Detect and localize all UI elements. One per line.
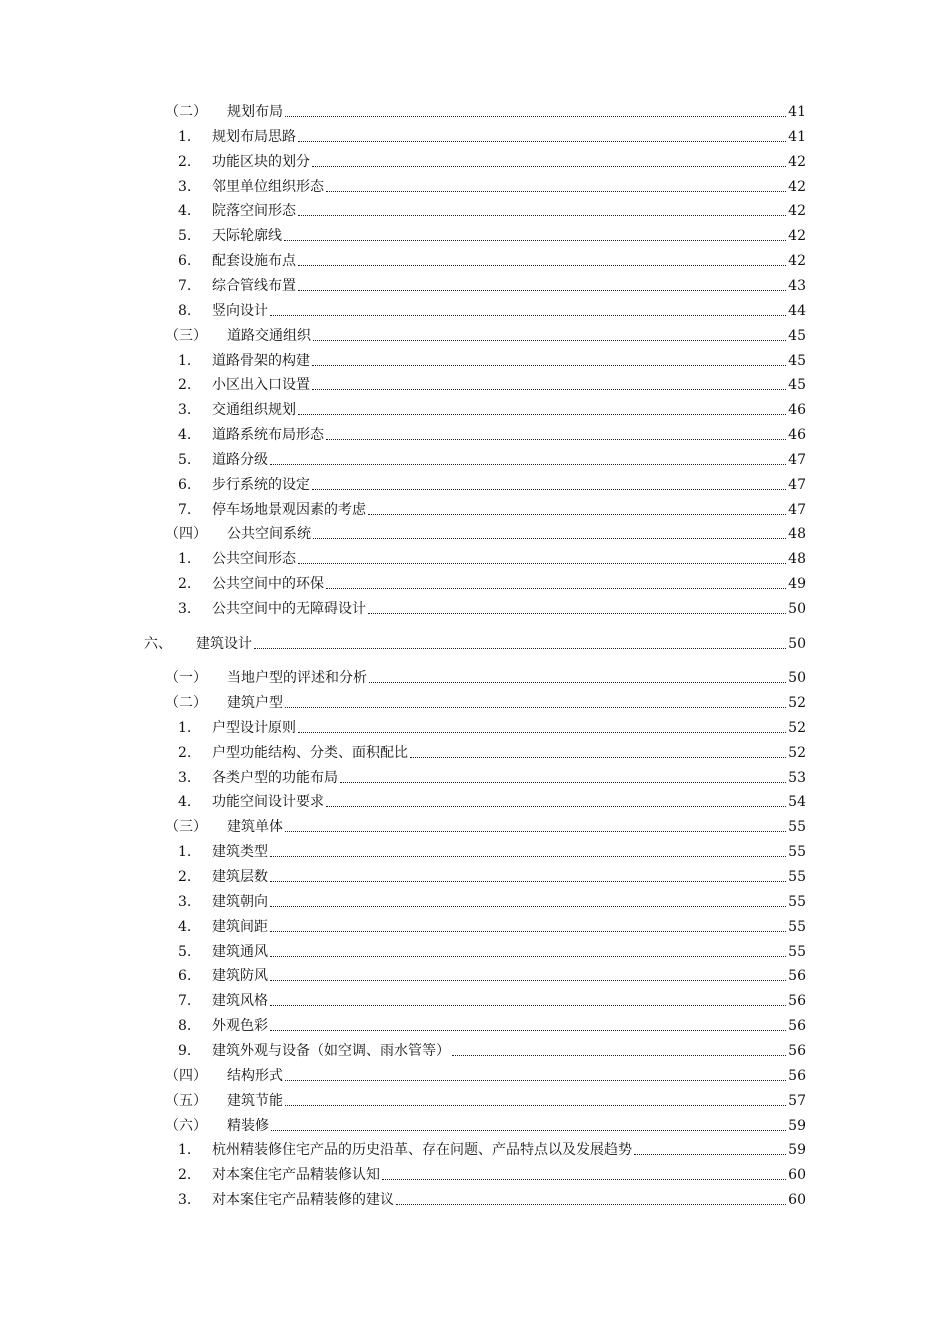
toc-entry-number: 7. xyxy=(178,502,192,518)
dot-leader xyxy=(313,339,786,341)
toc-entry-title: 道路分级 xyxy=(212,452,268,468)
toc-item[interactable] xyxy=(178,1187,806,1209)
toc-entry-title: 综合管线布置 xyxy=(212,278,296,294)
toc-entry-number: 8. xyxy=(178,1018,192,1034)
dot-leader xyxy=(284,239,786,241)
toc-entry-page: 55 xyxy=(788,844,806,860)
toc-entry-page: 56 xyxy=(788,1043,806,1059)
toc-item[interactable] xyxy=(178,740,806,762)
toc-entry-title: 建筑风格 xyxy=(212,993,268,1009)
toc-section[interactable] xyxy=(165,1063,806,1085)
toc-entry-page: 47 xyxy=(788,452,806,468)
toc-entry-number: 3. xyxy=(178,601,192,617)
toc-entry-title: 配套设施布点 xyxy=(212,253,296,269)
toc-entry-page: 42 xyxy=(788,203,806,219)
toc-entry-number: 1. xyxy=(178,353,192,369)
toc-item[interactable] xyxy=(178,988,806,1010)
toc-item[interactable] xyxy=(178,571,806,593)
toc-entry-number: （二） xyxy=(165,695,207,711)
toc-entry-page: 46 xyxy=(788,427,806,443)
toc-entry-title: 建筑朝向 xyxy=(212,894,268,910)
toc-entry-title: 小区出入口设置 xyxy=(212,377,310,393)
toc-item[interactable] xyxy=(178,789,806,811)
toc-entry-page: 52 xyxy=(788,695,806,711)
dot-leader xyxy=(298,289,786,291)
toc-entry-number: 1. xyxy=(178,1142,192,1158)
toc-entry-title: 功能区块的划分 xyxy=(212,154,310,170)
dot-leader xyxy=(313,537,786,539)
toc-entry-page: 48 xyxy=(788,551,806,567)
toc-entry-number: 4. xyxy=(178,427,192,443)
toc-entry-page: 55 xyxy=(788,944,806,960)
toc-entry-page: 45 xyxy=(788,353,806,369)
toc-entry-title: 建筑防风 xyxy=(212,968,268,984)
toc-entry-page: 52 xyxy=(788,745,806,761)
toc-entry-title: 停车场地景观因素的考虑 xyxy=(212,502,366,518)
toc-chapter[interactable] xyxy=(144,631,806,653)
dot-leader xyxy=(312,364,786,366)
toc-entry-number: 7. xyxy=(178,278,192,294)
toc-entry-number: （三） xyxy=(165,328,207,344)
toc-entry-number: 3. xyxy=(178,1192,192,1208)
toc-entry-number: （五） xyxy=(165,1093,207,1109)
toc-entry-title: 建筑层数 xyxy=(212,869,268,885)
dot-leader xyxy=(285,1104,786,1106)
toc-entry-title: 道路骨架的构建 xyxy=(212,353,310,369)
toc-entry-page: 47 xyxy=(788,502,806,518)
dot-leader xyxy=(326,190,786,192)
toc-entry-number: 9. xyxy=(178,1043,192,1059)
dot-leader xyxy=(285,706,786,708)
dot-leader xyxy=(368,612,786,614)
toc-entry-number: 1. xyxy=(178,551,192,567)
toc-entry-page: 55 xyxy=(788,894,806,910)
toc-entry-title: 对本案住宅产品精装修认知 xyxy=(212,1167,380,1183)
dot-leader xyxy=(270,930,786,932)
dot-leader xyxy=(452,1054,786,1056)
toc-entry-title: 建筑通风 xyxy=(212,944,268,960)
toc-section[interactable] xyxy=(165,665,806,687)
toc-entry-number: 6. xyxy=(178,968,192,984)
dot-leader xyxy=(312,165,786,167)
dot-leader xyxy=(285,1079,786,1081)
dot-leader xyxy=(312,388,786,390)
toc-entry-title: 道路系统布局形态 xyxy=(212,427,324,443)
toc-item[interactable] xyxy=(178,1038,806,1060)
toc-entry-page: 56 xyxy=(788,993,806,1009)
toc-entry-number: 2. xyxy=(178,154,192,170)
toc-entry-number: 6. xyxy=(178,477,192,493)
toc-entry-title: 各类户型的功能布局 xyxy=(212,770,338,786)
toc-entry-number: （六） xyxy=(165,1118,207,1134)
toc-entry-page: 42 xyxy=(788,179,806,195)
toc-entry-number: 2. xyxy=(178,576,192,592)
toc-entry-title: 结构形式 xyxy=(227,1068,283,1084)
toc-entry-page: 60 xyxy=(788,1192,806,1208)
toc-entry-title: 建筑间距 xyxy=(212,919,268,935)
toc-entry-page: 50 xyxy=(788,636,806,652)
dot-leader xyxy=(382,1178,786,1180)
toc-item[interactable] xyxy=(178,1162,806,1184)
toc-entry-title: 公共空间形态 xyxy=(212,551,296,567)
dot-leader xyxy=(270,1029,786,1031)
dot-leader xyxy=(298,214,786,216)
toc-entry-title: 公共空间系统 xyxy=(227,526,311,542)
dot-leader xyxy=(312,488,786,490)
dot-leader xyxy=(298,562,786,564)
dot-leader xyxy=(271,1129,786,1131)
toc-entry-number: 2. xyxy=(178,745,192,761)
toc-entry-number: （四） xyxy=(165,526,207,542)
toc-entry-page: 41 xyxy=(788,129,806,145)
toc-item[interactable] xyxy=(178,914,806,936)
dot-leader xyxy=(298,413,786,415)
toc-entry-title: 建筑设计 xyxy=(196,636,252,652)
dot-leader xyxy=(270,463,786,465)
toc-section[interactable] xyxy=(165,99,806,121)
dot-leader xyxy=(285,115,786,117)
toc-entry-title: 道路交通组织 xyxy=(227,328,311,344)
toc-entry-number: 4. xyxy=(178,794,192,810)
toc-entry-number: 3. xyxy=(178,770,192,786)
toc-entry-page: 55 xyxy=(788,819,806,835)
dot-leader xyxy=(298,264,786,266)
toc-entry-title: 步行系统的设定 xyxy=(212,477,310,493)
toc-item[interactable] xyxy=(178,273,806,295)
toc-item[interactable] xyxy=(178,397,806,419)
toc-entry-page: 53 xyxy=(788,770,806,786)
toc-item[interactable] xyxy=(178,348,806,370)
toc-entry-title: 户型功能结构、分类、面积配比 xyxy=(212,745,408,761)
toc-entry-title: 外观色彩 xyxy=(212,1018,268,1034)
toc-item[interactable] xyxy=(178,124,806,146)
toc-entry-page: 59 xyxy=(788,1118,806,1134)
dot-leader xyxy=(270,880,786,882)
toc-entry-title: 邻里单位组织形态 xyxy=(212,179,324,195)
toc-entry-title: 建筑单体 xyxy=(227,819,283,835)
toc-entry-page: 60 xyxy=(788,1167,806,1183)
toc-section[interactable] xyxy=(165,1088,806,1110)
toc-entry-page: 59 xyxy=(788,1142,806,1158)
toc-entry-title: 杭州精装修住宅产品的历史沿革、存在问题、产品特点以及发展趋势 xyxy=(212,1142,632,1158)
dot-leader xyxy=(270,979,786,981)
toc-item[interactable] xyxy=(178,198,806,220)
toc-entry-page: 57 xyxy=(788,1093,806,1109)
toc-entry-title: 功能空间设计要求 xyxy=(212,794,324,810)
toc-section[interactable] xyxy=(165,323,806,345)
toc-entry-title: 竖向设计 xyxy=(212,303,268,319)
toc-entry-number: （二） xyxy=(165,104,207,120)
toc-entry-title: 建筑节能 xyxy=(227,1093,283,1109)
toc-entry-title: 交通组织规划 xyxy=(212,402,296,418)
toc-entry-title: 户型设计原则 xyxy=(212,720,296,736)
toc-item[interactable] xyxy=(178,839,806,861)
toc-entry-title: 建筑类型 xyxy=(212,844,268,860)
toc-entry-page: 47 xyxy=(788,477,806,493)
toc-entry-page: 42 xyxy=(788,154,806,170)
toc-entry-page: 42 xyxy=(788,228,806,244)
toc-entry-page: 43 xyxy=(788,278,806,294)
toc-entry-page: 56 xyxy=(788,1068,806,1084)
toc-entry-page: 54 xyxy=(788,794,806,810)
toc-entry-title: 院落空间形态 xyxy=(212,203,296,219)
dot-leader xyxy=(298,731,786,733)
dot-leader xyxy=(634,1153,786,1155)
toc-item[interactable] xyxy=(178,223,806,245)
toc-entry-page: 45 xyxy=(788,328,806,344)
dot-leader xyxy=(270,955,786,957)
toc-entry-number: 5. xyxy=(178,228,192,244)
toc-entry-number: （三） xyxy=(165,819,207,835)
dot-leader xyxy=(270,1004,786,1006)
toc-entry-title: 公共空间中的无障碍设计 xyxy=(212,601,366,617)
toc-item[interactable] xyxy=(178,546,806,568)
toc-entry-title: 天际轮廓线 xyxy=(212,228,282,244)
toc-item[interactable] xyxy=(178,765,806,787)
toc-item[interactable] xyxy=(178,889,806,911)
toc-item[interactable] xyxy=(178,149,806,171)
dot-leader xyxy=(369,681,786,683)
toc-entry-page: 46 xyxy=(788,402,806,418)
toc-entry-page: 56 xyxy=(788,1018,806,1034)
toc-item[interactable] xyxy=(178,715,806,737)
toc-item[interactable] xyxy=(178,174,806,196)
toc-entry-title: 当地户型的评述和分析 xyxy=(227,670,367,686)
toc-entry-page: 48 xyxy=(788,526,806,542)
toc-entry-page: 41 xyxy=(788,104,806,120)
dot-leader xyxy=(270,905,786,907)
toc-entry-page: 55 xyxy=(788,869,806,885)
toc-item[interactable] xyxy=(178,422,806,444)
toc-entry-page: 52 xyxy=(788,720,806,736)
toc-entry-title: 对本案住宅产品精装修的建议 xyxy=(212,1192,394,1208)
dot-leader xyxy=(285,830,786,832)
toc-item[interactable] xyxy=(178,298,806,320)
toc-entry-title: 建筑外观与设备（如空调、雨水管等） xyxy=(212,1043,450,1059)
toc-item[interactable] xyxy=(178,864,806,886)
toc-item[interactable] xyxy=(178,497,806,519)
toc-entry-page: 42 xyxy=(788,253,806,269)
dot-leader xyxy=(254,647,786,649)
toc-entry-number: 4. xyxy=(178,203,192,219)
toc-entry-title: 公共空间中的环保 xyxy=(212,576,324,592)
toc-entry-number: （四） xyxy=(165,1068,207,1084)
toc-item[interactable] xyxy=(178,372,806,394)
toc-entry-number: （一） xyxy=(165,670,207,686)
toc-entry-title: 规划布局思路 xyxy=(212,129,296,145)
toc-entry-title: 规划布局 xyxy=(227,104,283,120)
toc-entry-number: 2. xyxy=(178,1167,192,1183)
toc-entry-number: 3. xyxy=(178,402,192,418)
toc-entry-number: 3. xyxy=(178,179,192,195)
toc-entry-page: 44 xyxy=(788,303,806,319)
dot-leader xyxy=(326,587,786,589)
toc-entry-number: 2. xyxy=(178,377,192,393)
dot-leader xyxy=(340,781,786,783)
dot-leader xyxy=(368,513,786,515)
toc-item[interactable] xyxy=(178,596,806,618)
toc-entry-number: 5. xyxy=(178,452,192,468)
toc-section[interactable] xyxy=(165,690,806,712)
toc-entry-title: 建筑户型 xyxy=(227,695,283,711)
toc-item[interactable] xyxy=(178,963,806,985)
toc-entry-number: 6. xyxy=(178,253,192,269)
toc-item[interactable] xyxy=(178,472,806,494)
toc-entry-number: 2. xyxy=(178,869,192,885)
toc-entry-page: 50 xyxy=(788,601,806,617)
toc-entry-number: 六、 xyxy=(144,636,172,652)
toc-entry-number: 7. xyxy=(178,993,192,1009)
toc-item[interactable] xyxy=(178,248,806,270)
toc-entry-number: 1. xyxy=(178,720,192,736)
toc-section[interactable] xyxy=(165,1113,806,1135)
toc-entry-page: 49 xyxy=(788,576,806,592)
dot-leader xyxy=(396,1203,786,1205)
dot-leader xyxy=(298,140,786,142)
toc-entry-page: 56 xyxy=(788,968,806,984)
toc-entry-page: 50 xyxy=(788,670,806,686)
toc-section[interactable] xyxy=(165,814,806,836)
toc-item[interactable] xyxy=(178,447,806,469)
toc-entry-number: 3. xyxy=(178,894,192,910)
toc-entry-number: 5. xyxy=(178,944,192,960)
toc-item[interactable] xyxy=(178,1137,806,1159)
toc-entry-number: 1. xyxy=(178,844,192,860)
dot-leader xyxy=(410,756,786,758)
toc-entry-number: 8. xyxy=(178,303,192,319)
dot-leader xyxy=(326,805,786,807)
dot-leader xyxy=(270,314,786,316)
dot-leader xyxy=(270,855,786,857)
toc-section[interactable] xyxy=(165,521,806,543)
toc-item[interactable] xyxy=(178,939,806,961)
toc-entry-title: 精装修 xyxy=(227,1118,269,1134)
toc-item[interactable] xyxy=(178,1013,806,1035)
toc-entry-number: 1. xyxy=(178,129,192,145)
dot-leader xyxy=(326,438,786,440)
toc-entry-page: 55 xyxy=(788,919,806,935)
toc-entry-number: 4. xyxy=(178,919,192,935)
toc-entry-page: 45 xyxy=(788,377,806,393)
